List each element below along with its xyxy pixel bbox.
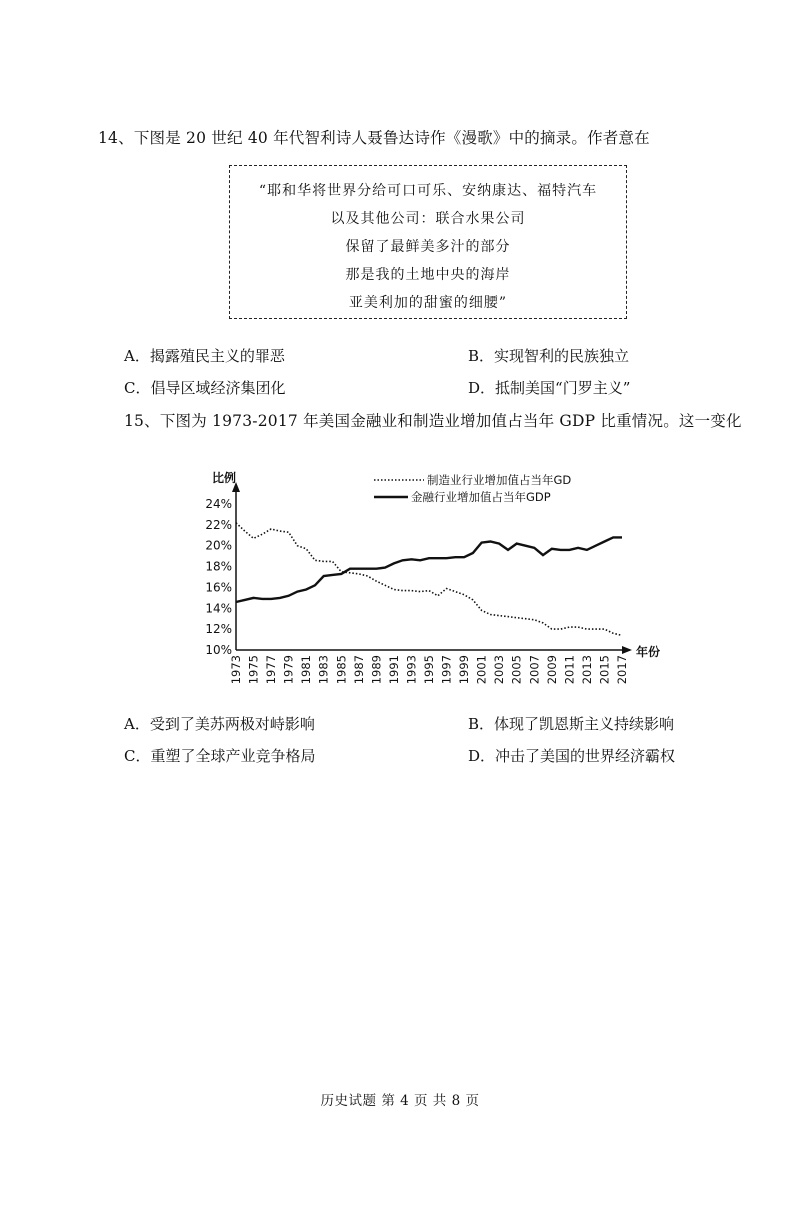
x-tick-label: 1995 (422, 655, 436, 685)
y-tick-label: 10% (205, 643, 232, 657)
poem-line-2: 以及其他公司：联合水果公司 (330, 211, 526, 227)
poem-line-1: “耶和华将世界分给可口可乐、安纳康达、福特汽车 (258, 183, 598, 199)
x-tick-label: 1975 (246, 655, 261, 685)
x-tick-label: 2015 (597, 655, 612, 685)
q15-option-a: A．受到了美苏两极对峙影响 (124, 715, 315, 733)
y-axis-ticks (205, 497, 232, 657)
x-tick-label: 1997 (439, 655, 454, 685)
x-tick-label: 2007 (527, 655, 542, 685)
x-tick-label: 2011 (562, 655, 577, 685)
x-axis-ticks (229, 655, 629, 684)
x-tick-label: 1981 (299, 655, 314, 685)
x-tick-label: 2003 (492, 655, 507, 685)
x-tick-label: 1983 (316, 655, 331, 685)
finance-share-line (236, 537, 622, 602)
y-tick-label: 12% (205, 622, 232, 637)
q14-option-a: A．揭露殖民主义的罪恶 (124, 347, 285, 365)
gdp-share-line-chart (190, 460, 670, 700)
x-tick-label: 2005 (509, 655, 524, 685)
y-tick-label: 22% (205, 517, 232, 532)
y-axis-label: 比例 (212, 471, 237, 485)
q15-option-b: B．体现了凯恩斯主义持续影响 (468, 715, 675, 733)
x-tick-label: 2013 (579, 655, 594, 685)
poem-line-3: 保留了最鲜美多汁的部分 (345, 239, 511, 255)
x-axis-arrow (622, 646, 632, 654)
page-footer: 历史试题 第 4 页 共 8 页 (320, 1093, 480, 1109)
q14-option-b: B．实现智利的民族独立 (468, 347, 630, 365)
chart-axes (232, 482, 632, 654)
poem-line-4: 那是我的土地中央的海岸 (345, 267, 511, 283)
x-tick-label: 1991 (386, 655, 401, 685)
x-tick-label: 2017 (615, 655, 629, 685)
x-tick-label: 2001 (474, 655, 489, 685)
x-tick-label: 1987 (351, 655, 366, 685)
x-tick-label: 2009 (544, 655, 559, 685)
x-tick-label: 1999 (457, 655, 472, 685)
y-tick-label: 16% (205, 580, 232, 595)
y-tick-label: 14% (205, 601, 232, 616)
x-tick-label: 1979 (281, 655, 296, 685)
y-tick-label: 24% (205, 497, 232, 511)
manufacturing-share-line (236, 523, 622, 636)
y-tick-label: 18% (205, 559, 232, 574)
chart-series (236, 523, 622, 636)
x-tick-label: 1989 (369, 655, 384, 685)
x-tick-label: 1973 (229, 655, 243, 685)
q14-stem: 14、下图是 20 世纪 40 年代智利诗人聂鲁达诗作《漫歌》中的摘录。作者意在 (98, 129, 650, 147)
poem-excerpt-box (229, 165, 627, 319)
poem-line-5: 亚美利加的甜蜜的细腰” (348, 295, 508, 311)
x-tick-label: 1985 (334, 655, 349, 685)
legend-label-manufacturing: 制造业行业增加值占当年GD (427, 473, 572, 487)
q14-option-c: C．倡导区域经济集团化 (124, 379, 286, 397)
y-tick-label: 20% (205, 538, 232, 553)
q15-option-c: C．重塑了全球产业竞争格局 (124, 747, 316, 765)
q14-option-d: D．抵制美国“门罗主义” (468, 379, 631, 397)
x-tick-label: 1977 (264, 655, 279, 685)
q15-stem: 15、下图为 1973-2017 年美国金融业和制造业增加值占当年 GDP 比重情况。这一变化 (124, 412, 742, 430)
q15-option-d: D．冲击了美国的世界经济霸权 (468, 747, 676, 765)
x-tick-label: 1993 (404, 655, 419, 685)
legend-label-finance: 金融行业增加值占当年GDP (411, 490, 551, 504)
x-axis-label: 年份 (636, 645, 661, 659)
